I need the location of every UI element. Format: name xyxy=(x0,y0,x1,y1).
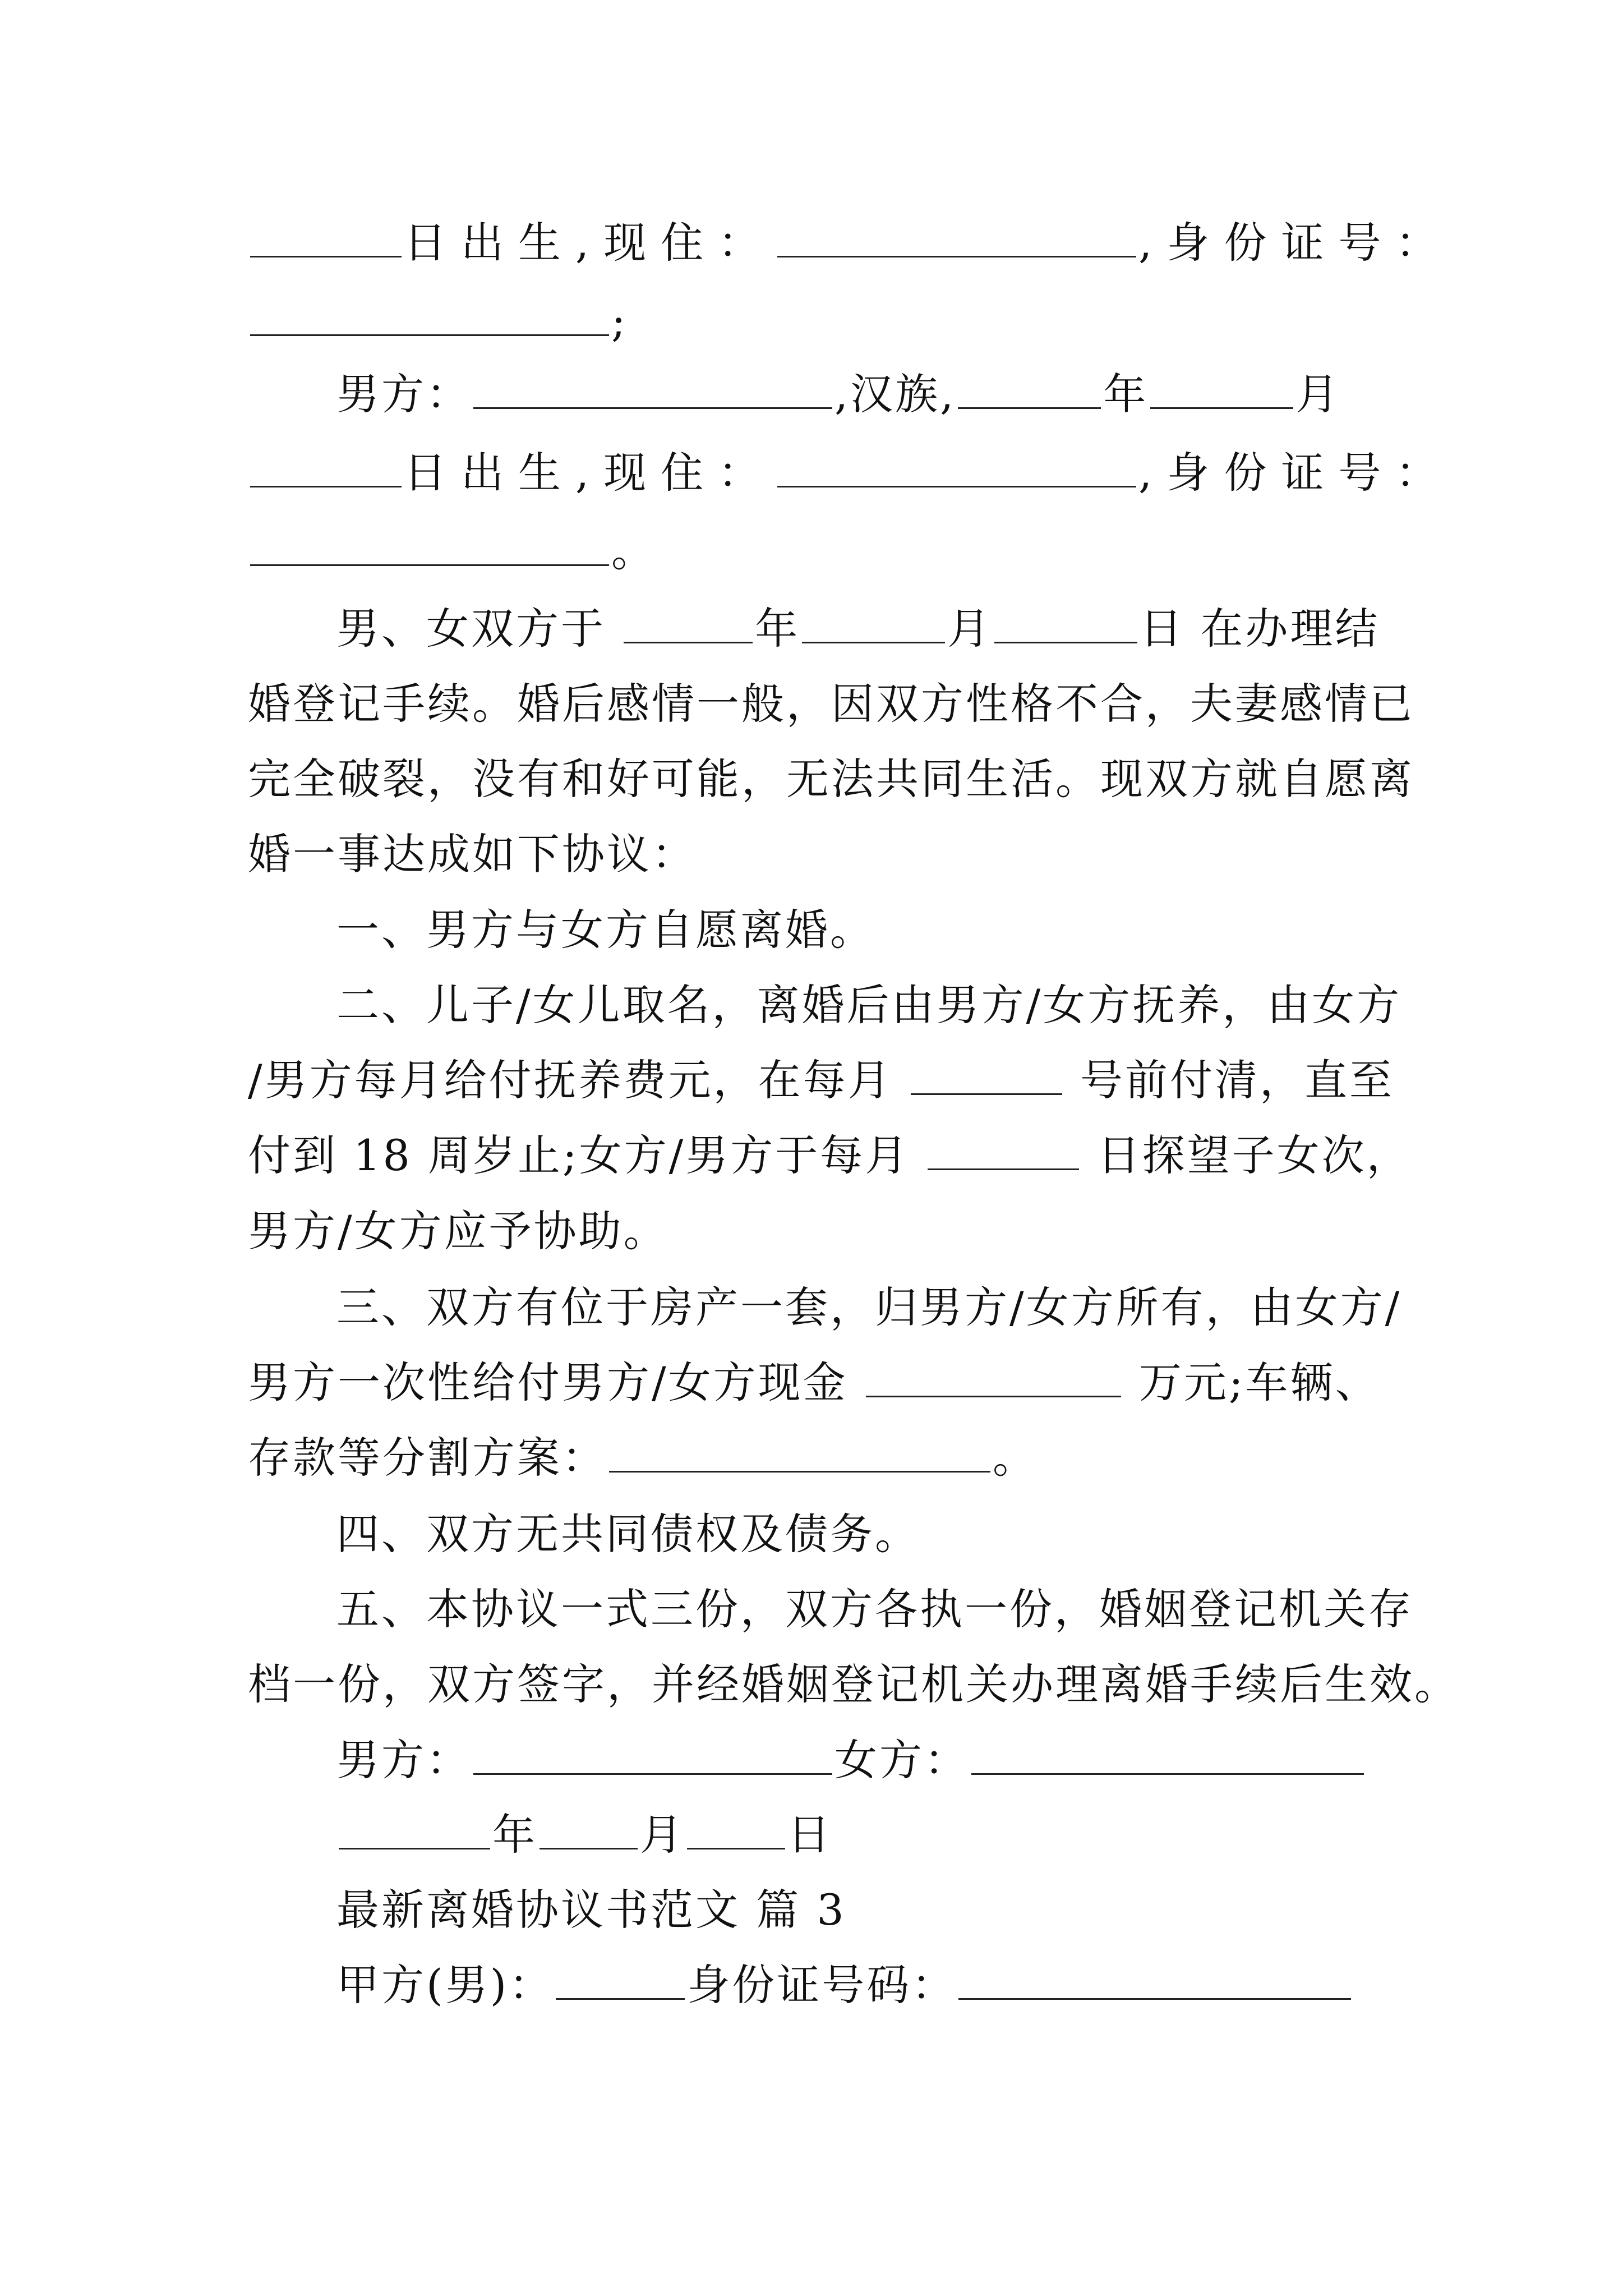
signing-date-line xyxy=(336,1804,1391,1866)
birth-address-line-1 xyxy=(248,212,1453,274)
blank-day xyxy=(687,1811,785,1849)
birth-address-line-2 xyxy=(248,442,1453,504)
blank-id-number xyxy=(250,527,609,566)
text-segment: 年 xyxy=(1103,369,1149,419)
body-text-line: 婚一事达成如下协议： xyxy=(248,829,697,879)
body-text-line: 婚登记手续。婚后感情一般，因双方性格不合，夫妻感情已 xyxy=(248,679,1414,729)
blank-female-signature xyxy=(971,1736,1364,1775)
text-segment: 男方一次性给付男方/女方现金 xyxy=(248,1358,848,1407)
text-segment: 月 xyxy=(1295,369,1341,419)
text-segment: 月 xyxy=(947,604,993,654)
clause-3-line-1: 三、双方有位于房产一套，归男方/女方所有，由女方/ xyxy=(336,1282,1402,1332)
text-segment: ; xyxy=(611,296,628,346)
clause-2-line-3 xyxy=(248,1125,1412,1186)
clause-3-line-2 xyxy=(248,1352,1386,1414)
signature-line xyxy=(336,1729,1391,1791)
blank-party-a-id xyxy=(958,1961,1351,2000)
text-segment: 日 在办理结 xyxy=(1140,604,1380,654)
blank-year xyxy=(339,1811,490,1849)
clause-5-line-2: 档一份，双方签字，并经婚姻登记机关办理离婚手续后生效。 xyxy=(248,1659,1459,1709)
clause-2-line-1: 二、儿子/女儿取名，离婚后由男方/女方抚养，由女方 xyxy=(336,980,1402,1030)
text-segment: 甲方(男)： xyxy=(336,1960,554,2010)
blank-cash-amount xyxy=(866,1359,1121,1397)
id-number-line-1 xyxy=(248,291,1386,352)
text-segment: 年 xyxy=(755,604,800,654)
text-segment: 日探望子女次， xyxy=(1097,1130,1412,1180)
clause-1: 一、男方与女方自愿离婚。 xyxy=(336,905,875,955)
blank-month xyxy=(802,605,945,643)
id-number-line-2 xyxy=(248,521,1386,582)
clause-3-line-3 xyxy=(248,1427,1386,1489)
male-party-line xyxy=(336,364,1391,425)
blank-party-a-name xyxy=(556,1961,685,2000)
text-segment: 日 xyxy=(787,1810,832,1860)
text-segment: 日出生,现住： xyxy=(404,218,776,268)
section-heading: 最新离婚协议书范文 篇 3 xyxy=(336,1885,846,1935)
blank-visit-day xyxy=(928,1131,1079,1170)
blank-day xyxy=(250,449,402,487)
text-segment: 年 xyxy=(492,1810,537,1860)
marriage-date-line xyxy=(336,598,1391,660)
text-segment: ,身份证号： xyxy=(1138,448,1453,498)
blank-male-name xyxy=(473,370,832,409)
blank-address xyxy=(777,219,1136,257)
text-segment: 男方： xyxy=(336,1735,471,1785)
text-segment: 。 xyxy=(611,526,656,576)
text-segment: 日出生,现住： xyxy=(404,448,776,498)
blank-day xyxy=(994,605,1137,643)
blank-year xyxy=(958,370,1101,409)
text-segment: 。 xyxy=(993,1433,1038,1483)
blank-day xyxy=(250,219,402,257)
body-text-line: 完全破裂，没有和好可能，无法共同生活。现双方就自愿离 xyxy=(248,754,1414,804)
blank-male-signature xyxy=(473,1736,832,1775)
text-segment: 号前付清，直至 xyxy=(1080,1055,1394,1105)
text-segment: 月 xyxy=(640,1810,685,1860)
clause-4: 四、双方无共同债权及债务。 xyxy=(336,1509,920,1559)
text-segment: 身份证号码： xyxy=(687,1960,957,2010)
blank-month xyxy=(1150,370,1293,409)
text-segment: ,身份证号： xyxy=(1138,218,1453,268)
clause-2-line-2 xyxy=(248,1050,1394,1111)
party-a-line xyxy=(336,1954,1391,2016)
text-segment: 万元;车辆、 xyxy=(1138,1358,1380,1407)
blank-year xyxy=(624,605,753,643)
text-segment: 男、女双方于 xyxy=(336,604,606,654)
text-segment: 男方： xyxy=(336,369,471,419)
text-segment: 女方： xyxy=(834,1735,969,1785)
text-segment: 存款等分割方案： xyxy=(248,1433,607,1483)
clause-2-line-4: 男方/女方应予协助。 xyxy=(248,1206,668,1256)
text-segment: /男方每月给付抚养费元，在每月 xyxy=(248,1055,893,1105)
clause-5-line-1: 五、本协议一式三份，双方各执一份，婚姻登记机关存 xyxy=(336,1584,1413,1634)
blank-division-plan xyxy=(609,1434,990,1473)
blank-address xyxy=(777,449,1136,487)
text-segment: ,汉族, xyxy=(834,369,956,419)
blank-pay-date xyxy=(911,1056,1062,1095)
text-segment: 付到 18 周岁止;女方/男方于每月 xyxy=(248,1130,910,1180)
blank-month xyxy=(540,1811,638,1849)
blank-id-number xyxy=(250,297,609,336)
